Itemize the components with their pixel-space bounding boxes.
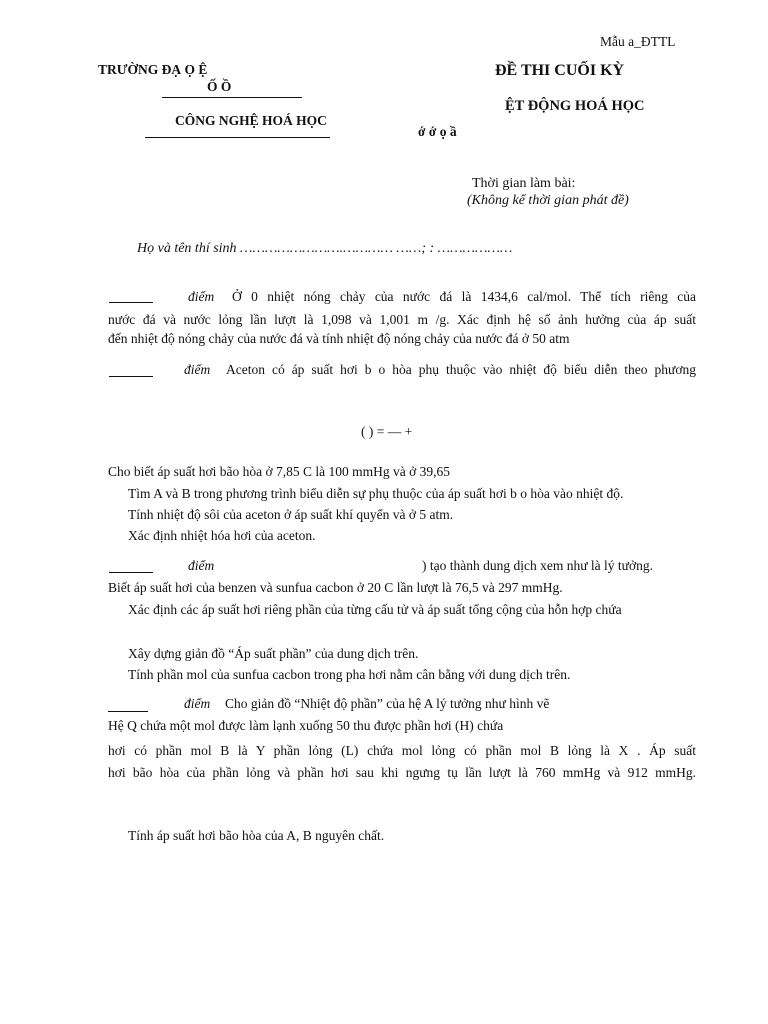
q3-subquestion-c: Tính phần mol của sunfua cacbon trong pha hơi nằm cân bằng với dung dịch trên. — [128, 667, 571, 682]
q4-text-line3: hơi có phần mol B là Y phần lỏng (L) chứa mol lỏng có phần mol B lỏng là X . Áp suất — [108, 743, 696, 758]
q2-subquestion-a: Tìm A và B trong phương trình biểu diễn sự phụ thuộc của áp suất hơi b o hòa vào nhiệt độ. — [128, 486, 624, 501]
form-code: Mẫu a_ĐTTL — [600, 34, 676, 49]
faculty-name: CÔNG NGHỆ HOÁ HỌC — [175, 113, 327, 128]
q2-text-line2: Cho biết áp suất hơi bão hòa ở 7,85 C là 100 mmHg và ở 39,65 — [108, 464, 451, 479]
q1-points-label: điểm — [188, 289, 215, 304]
q4-text-line2: Hệ Q chứa một mol được làm lạnh xuống 50 thu được phần hơi (H) chứa — [108, 718, 504, 733]
q2-text-line1: Aceton có áp suất hơi b o hòa phụ thuộc vào nhiệt độ biểu diễn theo phương — [226, 362, 696, 377]
faculty-underline — [145, 137, 330, 138]
school-underline — [162, 97, 302, 98]
q2-points-label: điểm — [184, 362, 211, 377]
q4-text-line4: hơi bão hòa của phần lỏng và phần hơi sau khi ngưng tụ lần lượt là 760 mmHg và 912 mmHg. — [108, 765, 696, 780]
q4-score-blank — [108, 711, 148, 712]
q3-score-blank — [109, 572, 153, 573]
q2-line1-wrap — [226, 362, 696, 378]
course-subtitle: ớ ớ ọ ầ — [418, 124, 457, 139]
q1-score-blank — [109, 302, 153, 303]
q2-subquestion-c: Xác định nhiệt hóa hơi của aceton. — [128, 528, 316, 543]
q2-subquestion-b: Tính nhiệt độ sôi của aceton ở áp suất khí quyển và ở 5 atm. — [128, 507, 454, 522]
q3-subquestion-a: Xác định các áp suất hơi riêng phần của từng cấu tử và áp suất tổng cộng của hỗn hợp chứa — [128, 602, 622, 617]
exam-title: ĐỀ THI CUỐI KỲ — [495, 62, 625, 79]
q3-points-label: điểm — [188, 558, 215, 573]
q1-text-line1: Ở 0 nhiệt nóng chảy của nước đá là 1434,6 cal/mol. Thể tích riêng của — [232, 289, 696, 304]
q1-line1-wrap — [232, 289, 696, 305]
q3-text-line2: Biết áp suất hơi của benzen và sunfua cacbon ở 20 C lần lượt là 76,5 và 297 mmHg. — [108, 580, 563, 595]
q4-text-line3-wrap — [108, 740, 696, 762]
q4-points-label: điểm — [184, 696, 211, 711]
q2-score-blank — [109, 376, 153, 377]
candidate-info-line: Họ và tên thí sinh …………………….………… ……; : ……………… — [137, 241, 513, 256]
q1-text-line2-wrap — [108, 309, 696, 331]
q3-text-line1: ) tạo thành dung dịch xem như là lý tưởng. — [422, 558, 653, 573]
exam-duration-label: Thời gian làm bài: — [472, 176, 576, 191]
school-name: TRƯỜNG ĐẠ Ọ Ệ — [98, 62, 208, 77]
q1-text-line3: đến nhiệt độ nóng chảy của nước đá và tính nhiệt độ nóng chảy của nước đá ở 50 atm — [108, 331, 570, 346]
q4-text-line4-wrap — [108, 762, 696, 784]
q2-equation: ( ) = — + — [361, 424, 413, 439]
q4-text-line1: Cho giản đồ “Nhiệt độ phần” của hệ A lý tưởng như hình vẽ — [225, 696, 550, 711]
q3-subquestion-b: Xây dựng giản đồ “Áp suất phần” của dung dịch trên. — [128, 646, 419, 661]
exam-duration-note: (Không kể thời gian phát đề) — [467, 193, 629, 208]
school-name-line2: Ố Ồ — [207, 79, 232, 94]
q1-text-line2: nước đá và nước lỏng lần lượt là 1,098 và 1,001 m /g. Xác định hệ số ảnh hưởng của áp suất — [108, 312, 696, 327]
course-name: ỆT ĐỘNG HOÁ HỌC — [505, 98, 645, 114]
q4-subquestion-a: Tính áp suất hơi bão hòa của A, B nguyên chất. — [128, 828, 385, 843]
